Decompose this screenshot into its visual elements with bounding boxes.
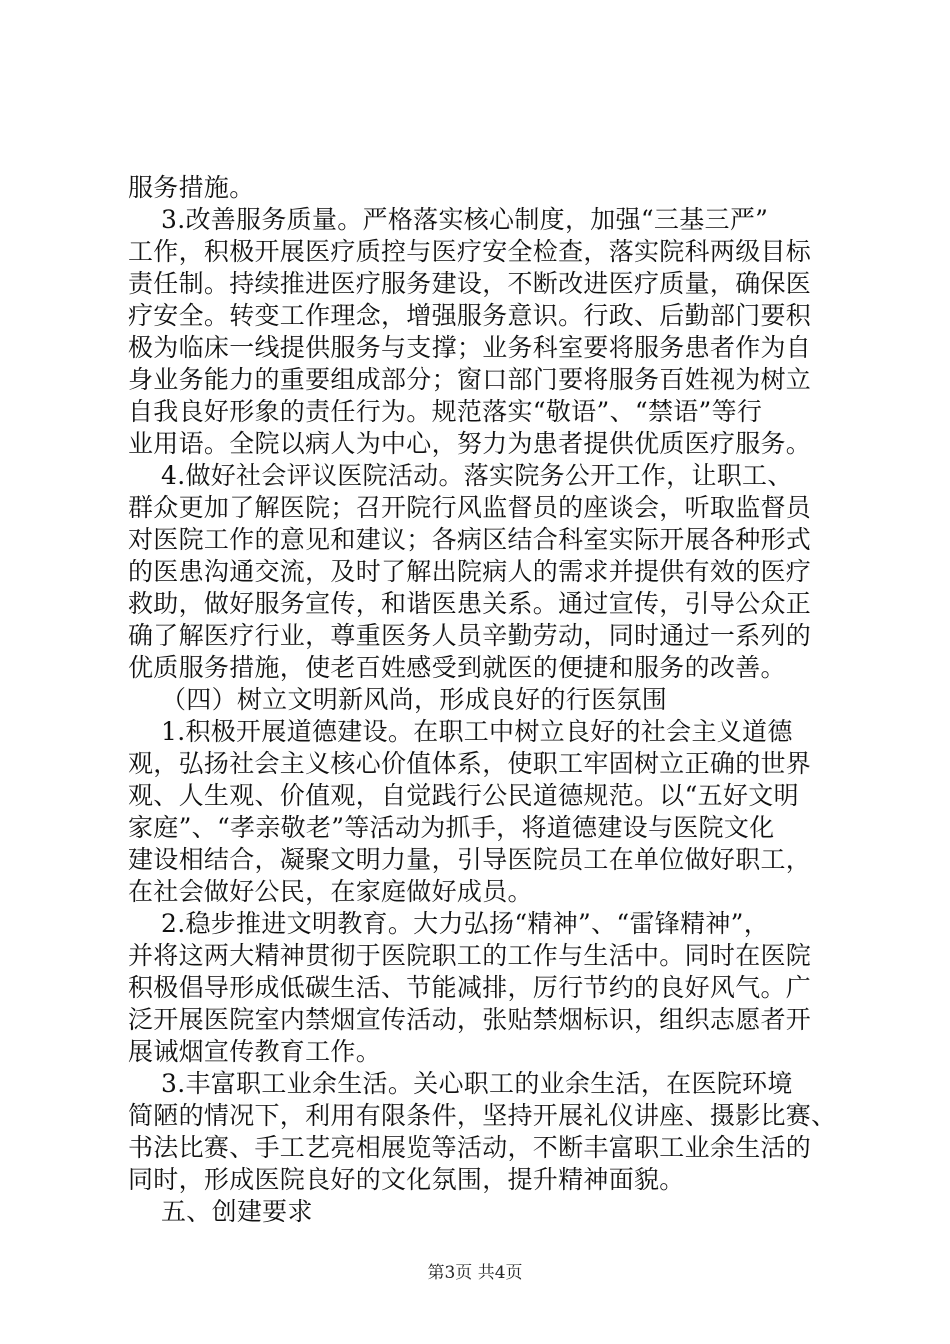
body-line: 业用语。全院以病人为中心，努力为患者提供优质医疗服务。: [128, 429, 812, 458]
body-line: 观、人生观、价值观，自觉践行公民道德规范。以“五好文明: [128, 781, 799, 810]
body-line: 书法比赛、手工艺亮相展览等活动，不断丰富职工业余生活的: [128, 1133, 812, 1162]
body-line: 工作，积极开展医疗质控与医疗安全检查，落实院科两级目标: [128, 237, 812, 266]
body-line: 观，弘扬社会主义核心价值体系，使职工牢固树立正确的世界: [128, 749, 812, 778]
body-line: 1.积极开展道德建设。在职工中树立良好的社会主义道德: [128, 717, 793, 746]
section-heading: 五、创建要求: [128, 1197, 313, 1226]
body-line: 群众更加了解医院；召开院行风监督员的座谈会，听取监督员: [128, 493, 812, 522]
body-line: 3.改善服务质量。严格落实核心制度，加强“三基三严”: [128, 205, 769, 234]
body-line: 自我良好形象的责任行为。规范落实“敬语”、“禁语”等行: [128, 397, 763, 426]
body-line: 并将这两大精神贯彻于医院职工的工作与生活中。同时在医院: [128, 941, 812, 970]
body-line: 建设相结合，凝聚文明力量，引导医院员工在单位做好职工，: [128, 845, 812, 874]
body-line: 在社会做好公民，在家庭做好成员。: [128, 877, 533, 906]
body-line: 泛开展医院室内禁烟宣传活动，张贴禁烟标识，组织志愿者开: [128, 1005, 812, 1034]
body-line: 极为临床一线提供服务与支撑；业务科室要将服务患者作为自: [128, 333, 812, 362]
body-line: 4.做好社会评议医院活动。落实院务公开工作，让职工、: [128, 461, 793, 490]
section-heading: （四）树立文明新风尚，形成良好的行医氛围: [128, 685, 667, 714]
body-line: 同时，形成医院良好的文化氛围，提升精神面貌。: [128, 1165, 685, 1194]
body-line: 2.稳步推进文明教育。大力弘扬“精神”、“雷锋精神”，: [128, 909, 770, 938]
body-line: 救助，做好服务宣传，和谐医患关系。通过宣传，引导公众正: [128, 589, 812, 618]
body-line: 展诫烟宣传教育工作。: [128, 1037, 382, 1066]
body-line: 的医患沟通交流，及时了解出院病人的需求并提供有效的医疗: [128, 557, 812, 586]
body-line: 简陋的情况下，利用有限条件，坚持开展礼仪讲座、摄影比赛、: [128, 1101, 837, 1130]
body-line: 对医院工作的意见和建议；各病区结合科室实际开展各种形式: [128, 525, 812, 554]
body-line: 3.丰富职工业余生活。关心职工的业余生活，在医院环境: [128, 1069, 793, 1098]
body-line: 优质服务措施，使老百姓感受到就医的便捷和服务的改善。: [128, 653, 786, 682]
body-line: 疗安全。转变工作理念，增强服务意识。行政、后勤部门要积: [128, 301, 812, 330]
body-line: 身业务能力的重要组成部分；窗口部门要将服务百姓视为树立: [128, 365, 812, 394]
body-line: 责任制。持续推进医疗服务建设，不断改进医疗质量，确保医: [128, 269, 812, 298]
body-line: 积极倡导形成低碳生活、节能减排，厉行节约的良好风气。广: [128, 973, 812, 1002]
page-footer: 第3页 共4页: [427, 1263, 523, 1283]
body-line: 确了解医疗行业，尊重医务人员辛勤劳动，同时通过一系列的: [128, 621, 812, 650]
body-line: 家庭”、“孝亲敬老”等活动为抓手，将道德建设与医院文化: [128, 813, 775, 842]
body-line: 服务措施。: [128, 173, 255, 202]
